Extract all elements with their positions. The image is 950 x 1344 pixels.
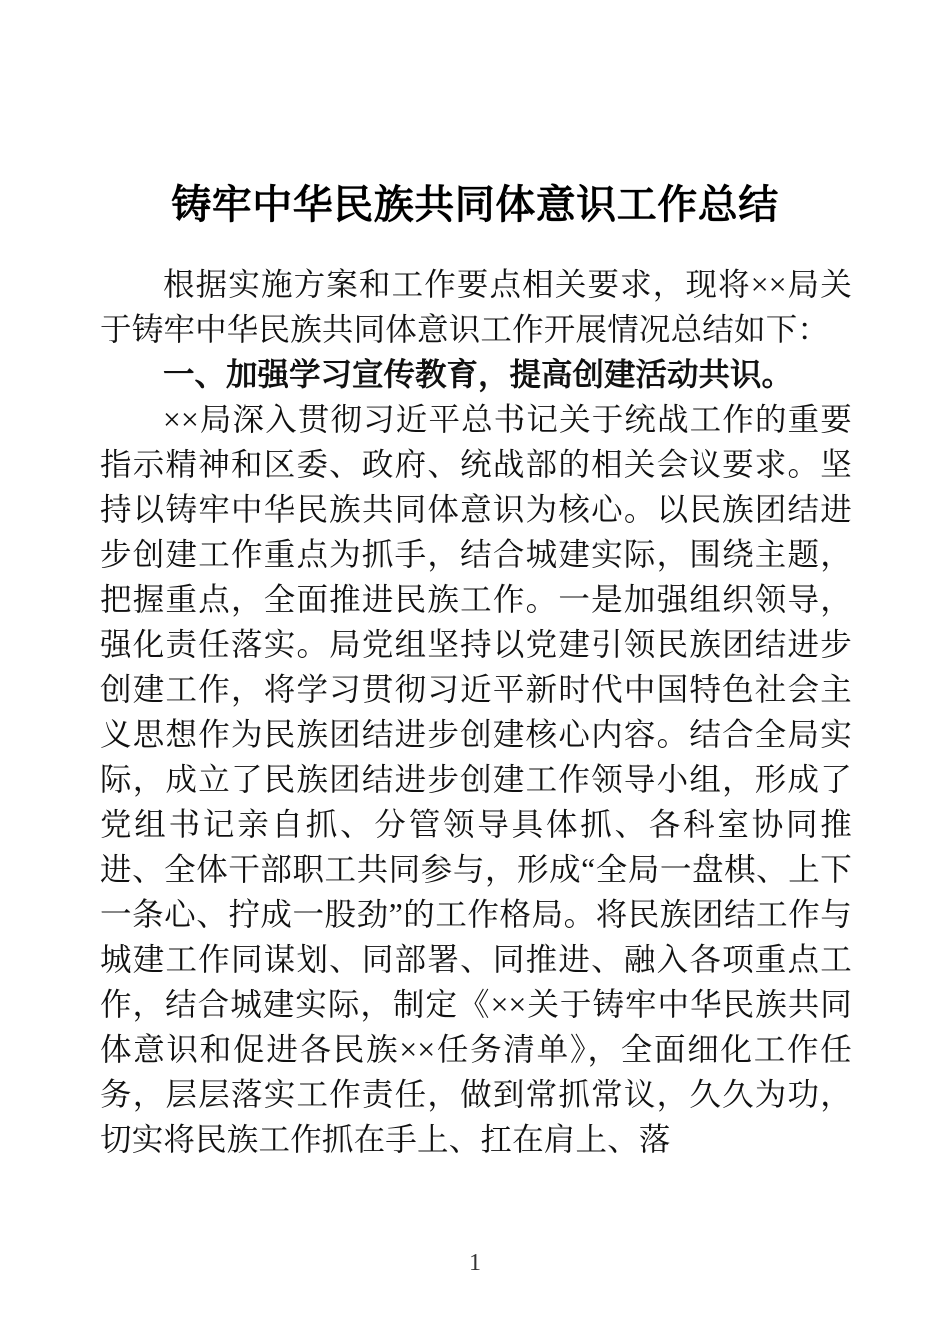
page-title: 铸牢中华民族共同体意识工作总结: [171, 182, 779, 227]
page-number: 1: [469, 1250, 481, 1276]
paragraph-section-one-body: ××局深入贯彻习近平总书记关于统战工作的重要指示精神和区委、政府、统战部的相关会议要求。坚持以铸牢中华民族共同体意识为核心。以民族团结进步创建工作重点为抓手，结合城建实际，围绕主题，把握重点，全面推进民族工作。一是加强组织领导，强化责任落实。局党组坚持以党建引领民族团结进步创建工作，将学习贯彻习近平新时代中国特色社会主义思想作为民族团结进步创建核心内容。结合全局实际，成立了民族团结进步创建工作领导小组，形成了党组书记亲自抓、分管领导具体抓、各科室协同推进、全体干部职工共同参与，形成“全局一盘棋、上下一条心、拧成一股劲”的工作格局。将民族团结工作与城建工作同谋划、同部署、同推进、融入各项重点工作，结合城建实际，制定《××关于铸牢中华民族共同体意识和促进各民族××任务清单》，全面细化工作任务，层层落实工作责任，做到常抓常议，久久为功，切实将民族工作抓在手上、扛在肩上、落: [100, 402, 852, 1157]
paragraph-intro: 根据实施方案和工作要点相关要求，现将××局关于铸牢中华民族共同体意识工作开展情况总结如下：: [100, 267, 852, 347]
section-heading-one: 一、加强学习宣传教育，提高创建活动共识。: [163, 356, 794, 392]
document-body: [100, 262, 852, 1162]
